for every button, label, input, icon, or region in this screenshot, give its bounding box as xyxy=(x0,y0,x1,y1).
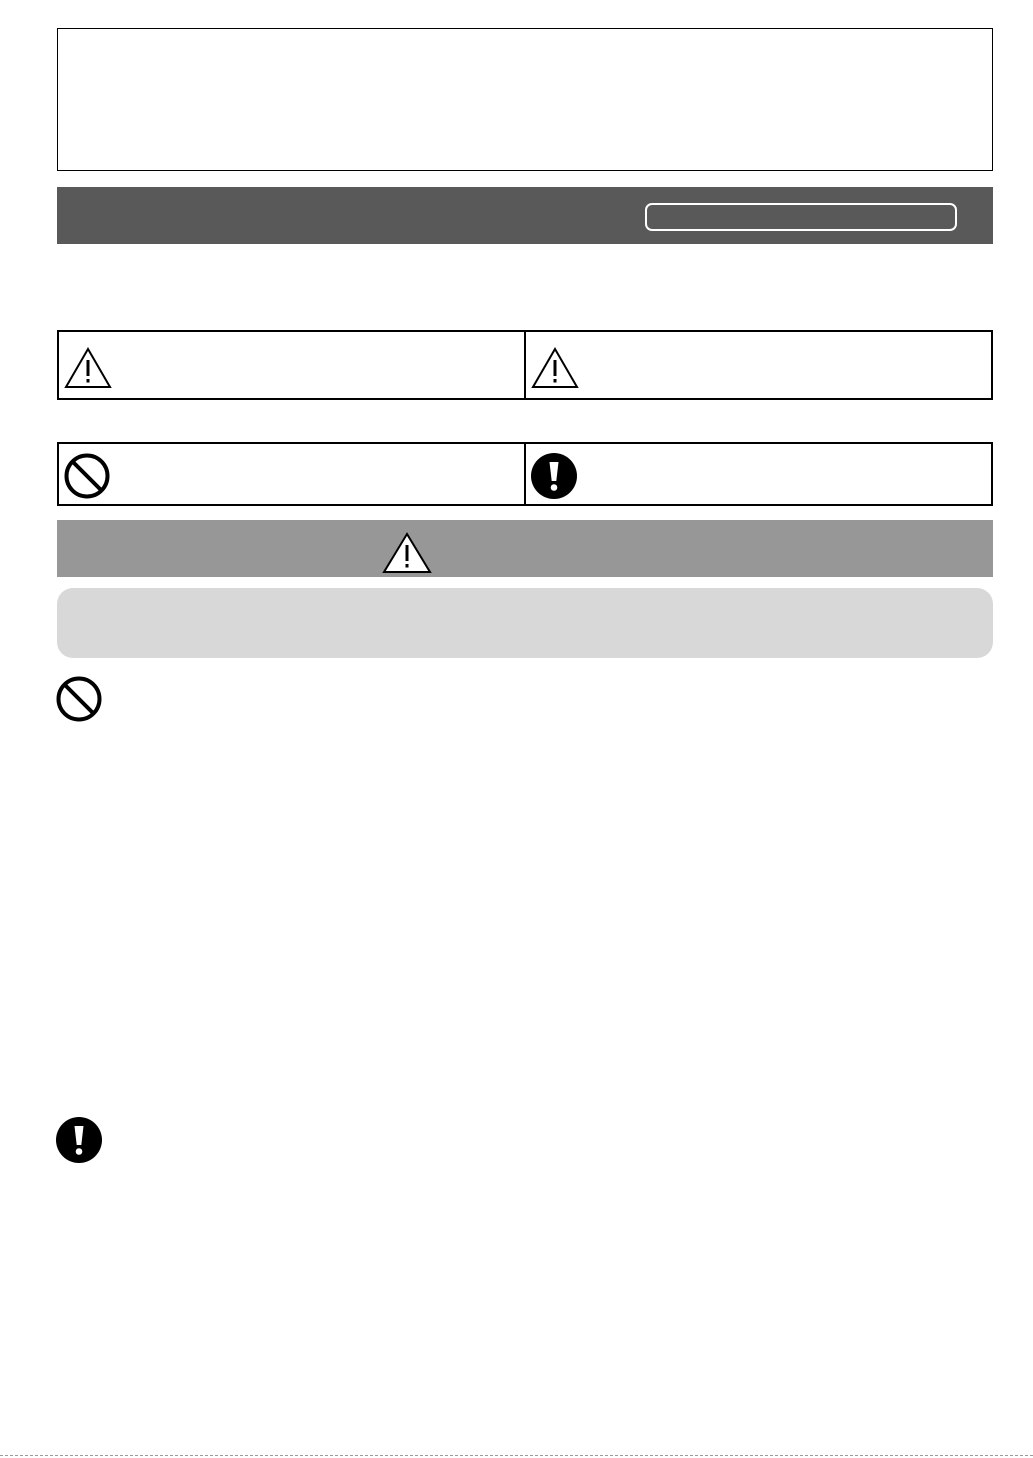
mandatory-action-icon xyxy=(530,452,578,500)
legend-cell-warning-right xyxy=(524,332,991,398)
warning-triangle-icon xyxy=(531,347,579,389)
warning-triangle-icon xyxy=(64,347,112,389)
signal-word-legend xyxy=(57,330,993,400)
legend-cell-prohibition xyxy=(59,444,524,504)
page-bottom-rule xyxy=(0,1455,1033,1456)
mandatory-action-icon xyxy=(55,1116,103,1164)
legend-cell-warning-left xyxy=(59,332,524,398)
legend-cell-mandatory xyxy=(524,444,991,504)
prohibition-icon xyxy=(55,675,103,723)
warning-triangle-icon xyxy=(382,532,432,574)
prohibition-icon xyxy=(63,452,111,500)
header-label-pill xyxy=(645,203,957,231)
subsection-heading-box xyxy=(57,588,993,658)
symbol-legend xyxy=(57,442,993,506)
intro-text-frame xyxy=(57,28,993,171)
warning-section-bar xyxy=(57,520,993,577)
